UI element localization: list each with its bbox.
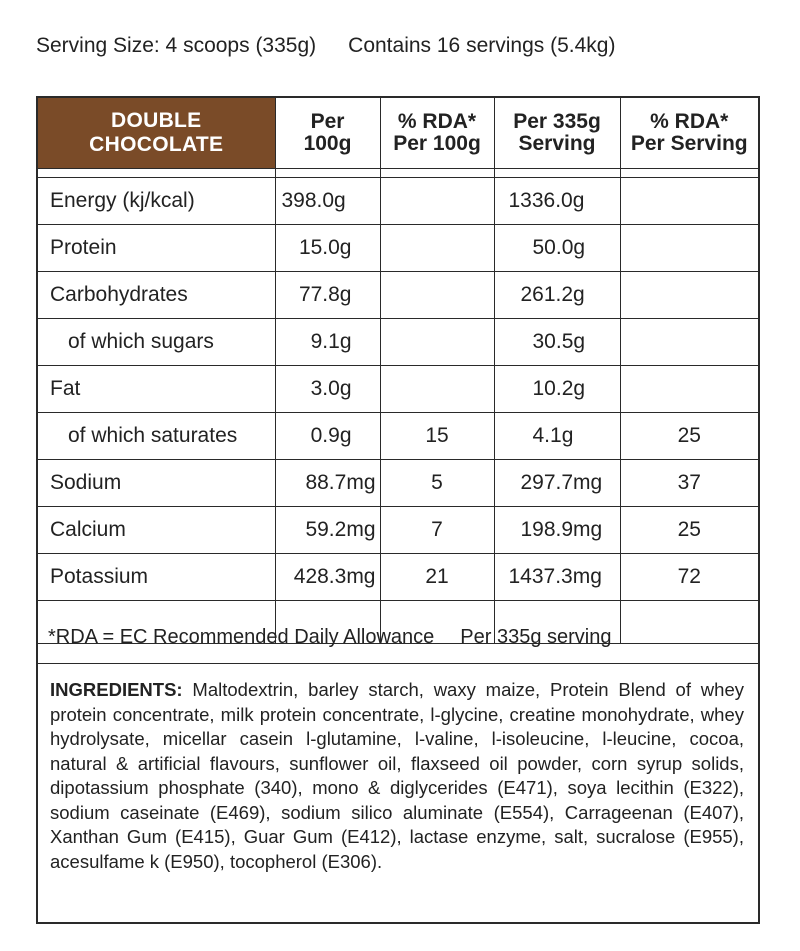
- value-per-serving: 30.5g: [494, 319, 620, 366]
- value-per-100g: 9.1g: [275, 319, 380, 366]
- rda-per-serving: [620, 319, 758, 366]
- nutrient-name: Sodium: [38, 460, 275, 507]
- rda-per-100g: 5: [380, 460, 494, 507]
- spacer-cell: [380, 169, 494, 178]
- value-per-serving: 50.0g: [494, 225, 620, 272]
- header-rda-per-100g: [380, 98, 494, 169]
- table-row: [38, 272, 758, 319]
- table-row: [38, 366, 758, 413]
- table-row: [38, 554, 758, 601]
- rda-per-100g: 21: [380, 554, 494, 601]
- nutrient-name: of which sugars: [38, 319, 275, 366]
- header-rda-per-serving: [620, 98, 758, 169]
- header-line1: % RDA*: [650, 110, 729, 133]
- ingredients-text: Maltodextrin, barley starch, waxy maize, Protein Blend of whey protein concentrate, milk protein concentrate, l-glycine, creatine monohydrate, whey hydrolysate, micellar casein l-glutamine, l-valine, l-isoleucine, l-leucine, cocoa, natural & artificial flavours, sunflower oil, flaxseed oil powder, corn syrup solids, dipotassium phosphate (340), mono & diglycerides (E471), soya lecithin (E322), sodium caseinate (E469), sodium silico aluminate (E554), Carrageenan (E407), Xanthan Gum (E415), Guar Gum (E412), lactase enzyme, salt, sucralose (E955), acesulfame k (E950), tocopherol (E306).: [50, 679, 744, 872]
- header-per-100g: [275, 98, 380, 169]
- rda-per-serving: [620, 178, 758, 225]
- table-row: [38, 460, 758, 507]
- ingredients-label: INGREDIENTS:: [50, 679, 183, 700]
- per-serving-note: Per 335g serving: [460, 626, 612, 648]
- header-per-serving: [494, 98, 620, 169]
- table-row: [38, 319, 758, 366]
- rda-definition: *RDA = EC Recommended Daily Allowance: [48, 626, 435, 648]
- value-per-100g: 59.2mg: [275, 507, 380, 554]
- spacer-cell: [275, 169, 380, 178]
- ingredients-block: [50, 678, 744, 874]
- value-per-serving: 297.7mg: [494, 460, 620, 507]
- rda-per-100g: [380, 366, 494, 413]
- table-row: [38, 225, 758, 272]
- value-per-100g: 77.8g: [275, 272, 380, 319]
- spacer-cell: [620, 601, 758, 644]
- header-line1: Per 335g: [513, 110, 601, 133]
- rda-per-100g: [380, 225, 494, 272]
- table-row: [38, 507, 758, 554]
- section-divider: [38, 663, 758, 664]
- value-per-serving: 1336.0g: [494, 178, 620, 225]
- header-line1: % RDA*: [397, 110, 477, 133]
- spacer-cell: [620, 169, 758, 178]
- spacer-cell: [494, 169, 620, 178]
- value-per-100g: 88.7mg: [275, 460, 380, 507]
- nutrient-name: Potassium: [38, 554, 275, 601]
- table-row: [38, 413, 758, 460]
- serving-size: Serving Size: 4 scoops (335g): [36, 34, 317, 57]
- rda-per-serving: 25: [620, 413, 758, 460]
- rda-per-serving: 37: [620, 460, 758, 507]
- header-line2: Per 100g: [393, 132, 481, 155]
- value-per-100g: 3.0g: [275, 366, 380, 413]
- header-line2: Serving: [518, 132, 596, 155]
- nutrition-table: [38, 98, 758, 644]
- flavour-line1: DOUBLE: [111, 109, 202, 132]
- nutrient-name: Calcium: [38, 507, 275, 554]
- value-per-100g: 398.0g: [275, 178, 380, 225]
- value-per-serving: 10.2g: [494, 366, 620, 413]
- serving-info: [36, 34, 615, 58]
- table-row: [38, 178, 758, 225]
- nutrient-name: of which saturates: [38, 413, 275, 460]
- value-per-100g: 0.9g: [275, 413, 380, 460]
- nutrient-name: Energy (kj/kcal): [38, 178, 275, 225]
- rda-per-100g: 7: [380, 507, 494, 554]
- header-line1: Per: [310, 110, 345, 133]
- rda-footnote: [48, 626, 612, 649]
- spacer-cell: [38, 169, 275, 178]
- servings-count: Contains 16 servings (5.4kg): [348, 34, 616, 57]
- header-line2: 100g: [303, 132, 352, 155]
- value-per-serving: 4.1g: [494, 413, 620, 460]
- rda-per-serving: [620, 272, 758, 319]
- rda-per-serving: 72: [620, 554, 758, 601]
- flavour-line2: CHOCOLATE: [89, 133, 224, 156]
- table-spacer: [38, 169, 758, 178]
- rda-per-serving: [620, 366, 758, 413]
- rda-per-100g: [380, 178, 494, 225]
- rda-per-serving: 25: [620, 507, 758, 554]
- value-per-serving: 261.2g: [494, 272, 620, 319]
- nutrition-panel: [36, 96, 760, 924]
- header-line2: Per Serving: [630, 132, 748, 155]
- value-per-100g: 428.3mg: [275, 554, 380, 601]
- value-per-serving: 198.9mg: [494, 507, 620, 554]
- rda-per-serving: [620, 225, 758, 272]
- value-per-serving: 1437.3mg: [494, 554, 620, 601]
- rda-per-100g: 15: [380, 413, 494, 460]
- nutrient-name: Protein: [38, 225, 275, 272]
- table-header-row: [38, 98, 758, 169]
- nutrient-name: Carbohydrates: [38, 272, 275, 319]
- value-per-100g: 15.0g: [275, 225, 380, 272]
- rda-per-100g: [380, 319, 494, 366]
- flavour-header: [38, 98, 275, 169]
- rda-per-100g: [380, 272, 494, 319]
- nutrient-name: Fat: [38, 366, 275, 413]
